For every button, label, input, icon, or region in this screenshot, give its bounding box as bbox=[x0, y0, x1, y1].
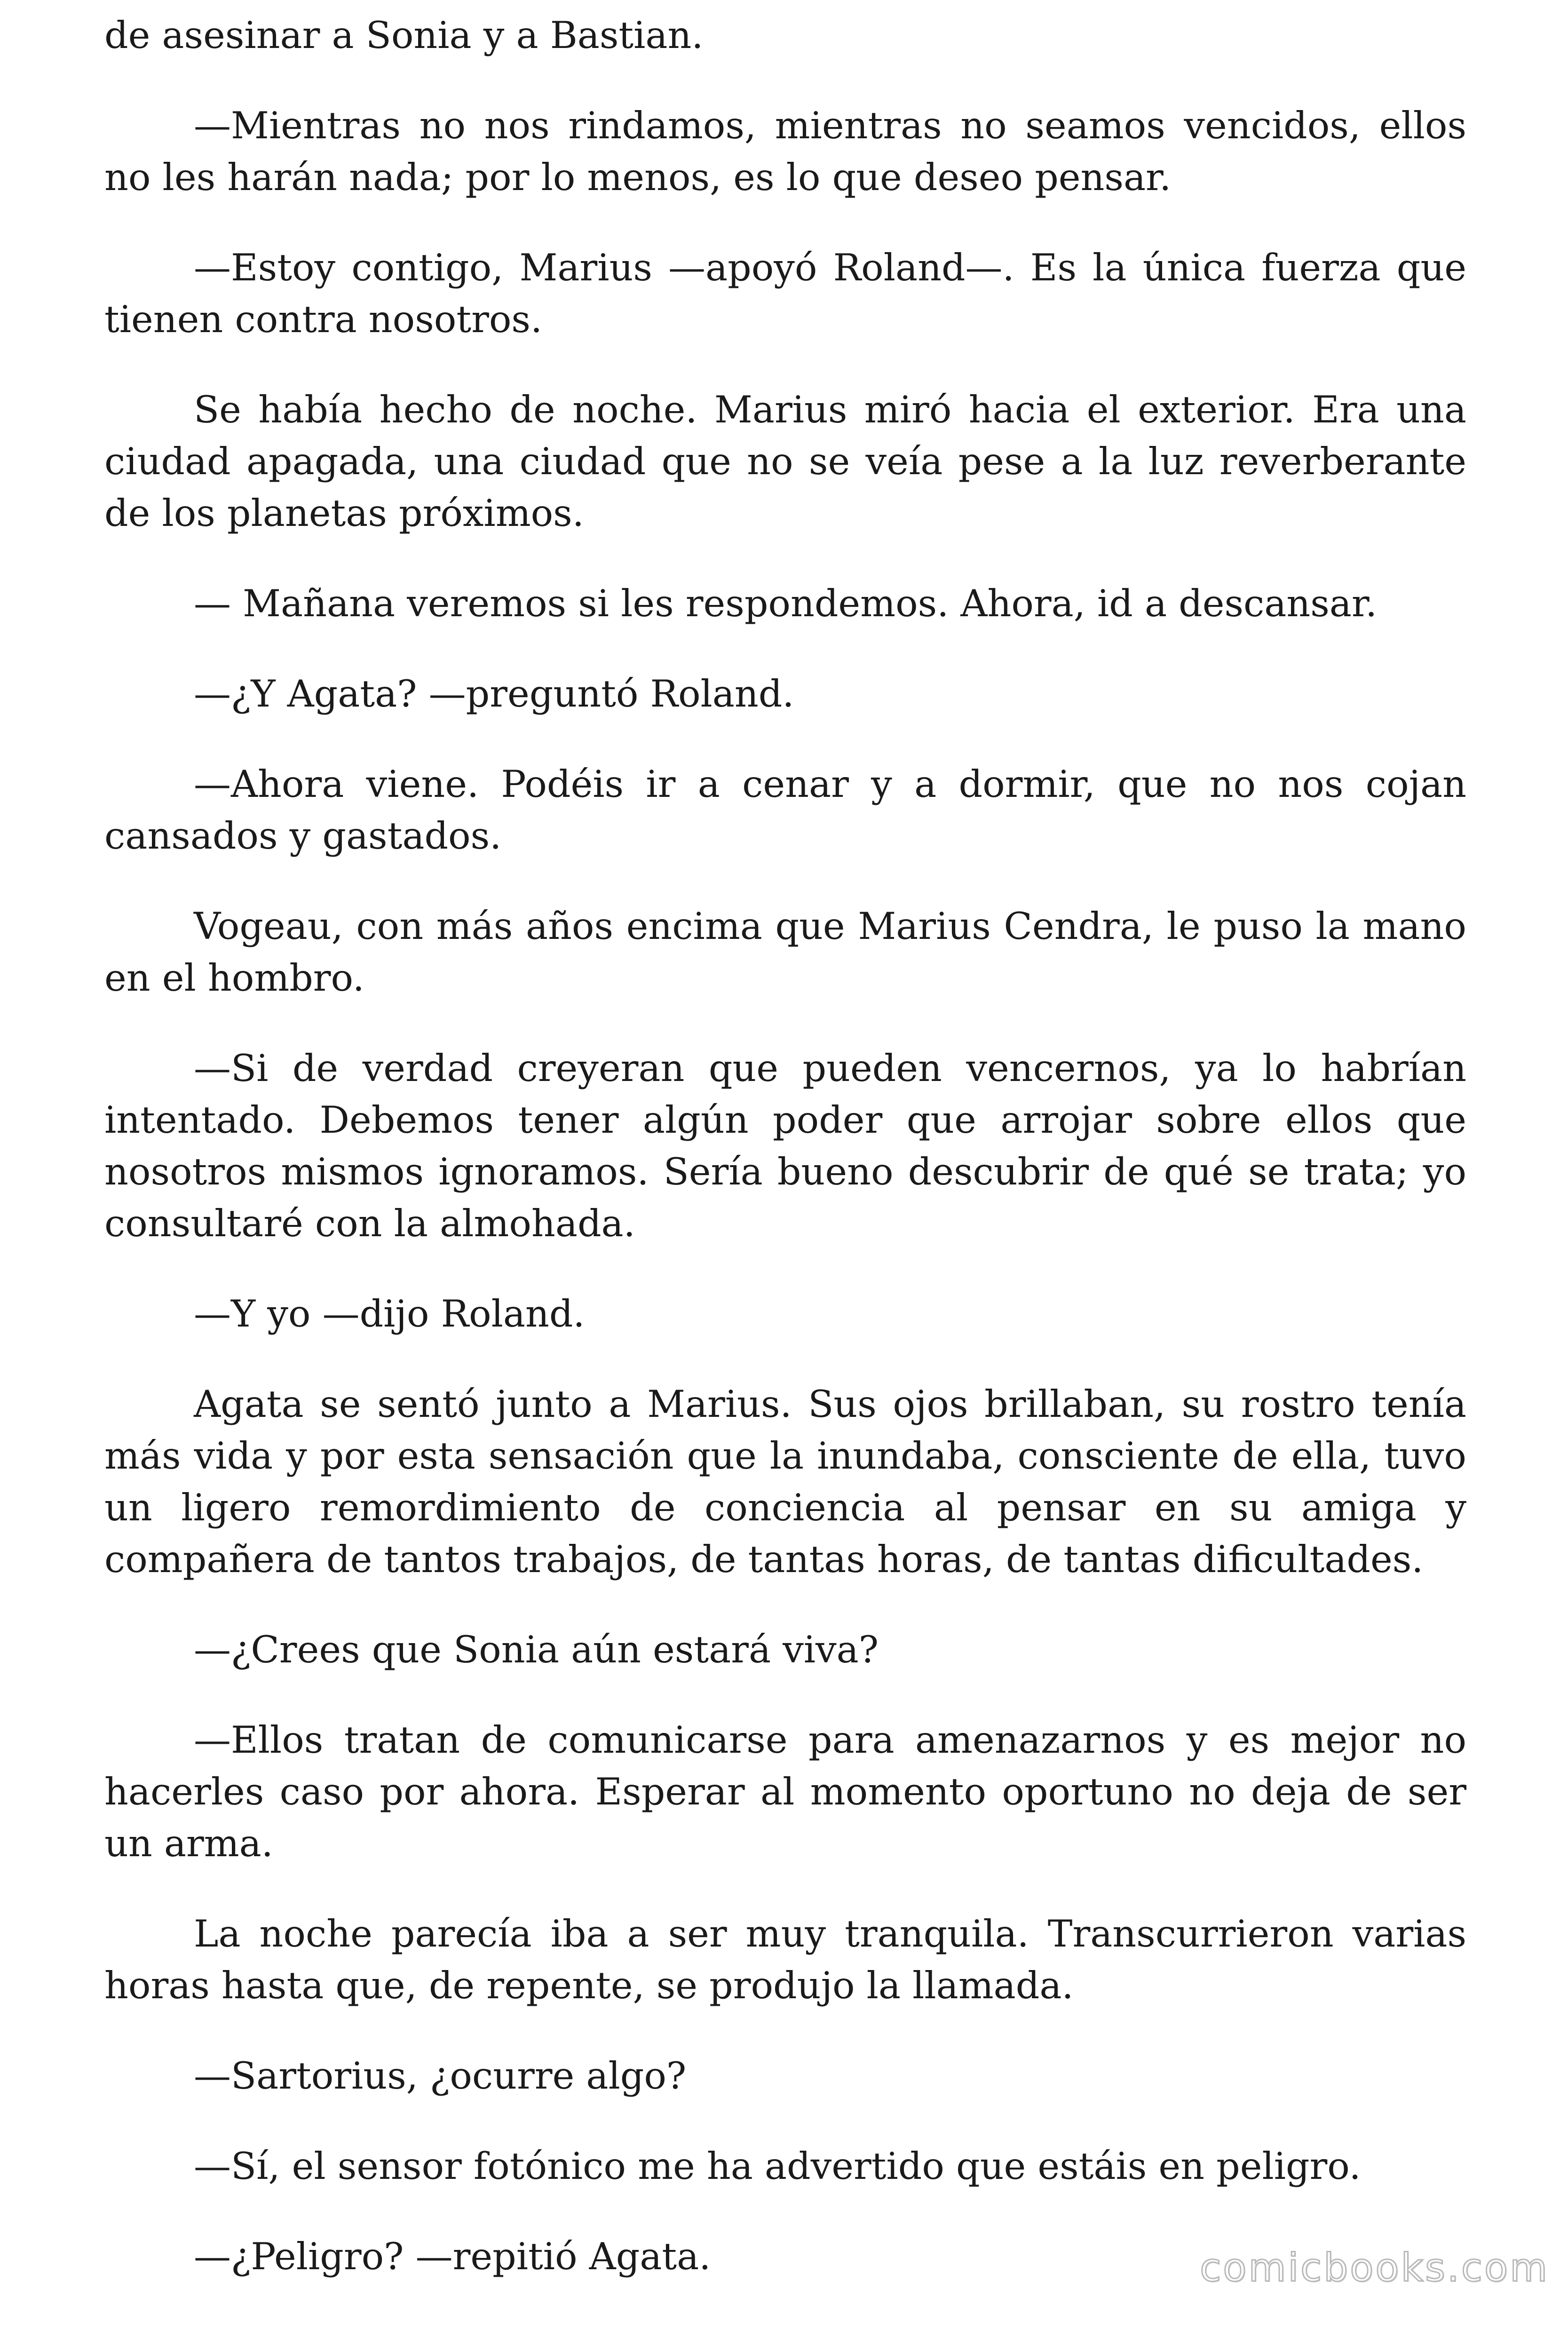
paragraph-16: —Sí, el sensor fotónico me ha advertido que estáis en peligro. bbox=[194, 2145, 1361, 2188]
paragraph-13: —Ellos tratan de comunicarse para amenazarnos y es mejor no hacerles caso por ahora. Esperar al momento oportuno no deja de ser un arma. bbox=[104, 1718, 1466, 1865]
paragraph-8: Vogeau, con más años encima que Marius Cendra, le puso la mano en el hombro. bbox=[104, 905, 1466, 1000]
paragraph-2: —Mientras no nos rindamos, mientras no seamos vencidos, ellos no les harán nada; por lo menos, es lo que deseo pensar. bbox=[104, 104, 1466, 199]
paragraph-12: —¿Crees que Sonia aún estará viva? bbox=[194, 1628, 879, 1671]
paragraph-11: Agata se sentó junto a Marius. Sus ojos brillaban, su rostro tenía más vida y por esta sensación que la inundaba, consciente de ella, tuvo un ligero remordimiento de conciencia al pensar en su amiga y compañera de tantos trabajos, de tantas horas, de tantas dificultades. bbox=[104, 1383, 1466, 1581]
paragraph-14: La noche parecía iba a ser muy tranquila. Transcurrieron varias horas hasta que, de repente, se produjo la llamada. bbox=[104, 1912, 1466, 2007]
paragraph-6: —¿Y Agata? —preguntó Roland. bbox=[194, 672, 794, 715]
paragraph-4: Se había hecho de noche. Marius miró hacia el exterior. Era una ciudad apagada, una ciudad que no se veía pese a la luz reverberante de los planetas próximos. bbox=[104, 388, 1466, 535]
paragraph-10: —Y yo —dijo Roland. bbox=[194, 1292, 585, 1335]
paragraph-7: —Ahora viene. Podéis ir a cenar y a dormir, que no nos cojan cansados y gastados. bbox=[104, 763, 1466, 858]
paragraph-1: de asesinar a Sonia y a Bastian. bbox=[104, 14, 704, 57]
paragraph-15: —Sartorius, ¿ocurre algo? bbox=[194, 2054, 687, 2098]
paragraph-17: —¿Peligro? —repitió Agata. bbox=[194, 2235, 711, 2278]
paragraph-3: —Estoy contigo, Marius —apoyó Roland—. Es la única fuerza que tienen contra nosotros. bbox=[104, 246, 1466, 341]
paragraph-5: — Mañana veremos si les respondemos. Ahora, id a descansar. bbox=[194, 582, 1378, 625]
page-text bbox=[104, 9, 1466, 2321]
paragraph-9: —Si de verdad creyeran que pueden vencernos, ya lo habrían intentado. Debemos tener algún poder que arrojar sobre ellos que nosotros mismos ignoramos. Sería bueno descubrir de qué se trata; yo consultaré con la almohada. bbox=[104, 1047, 1466, 1245]
watermark: comicbooks.com bbox=[1200, 2246, 1549, 2290]
